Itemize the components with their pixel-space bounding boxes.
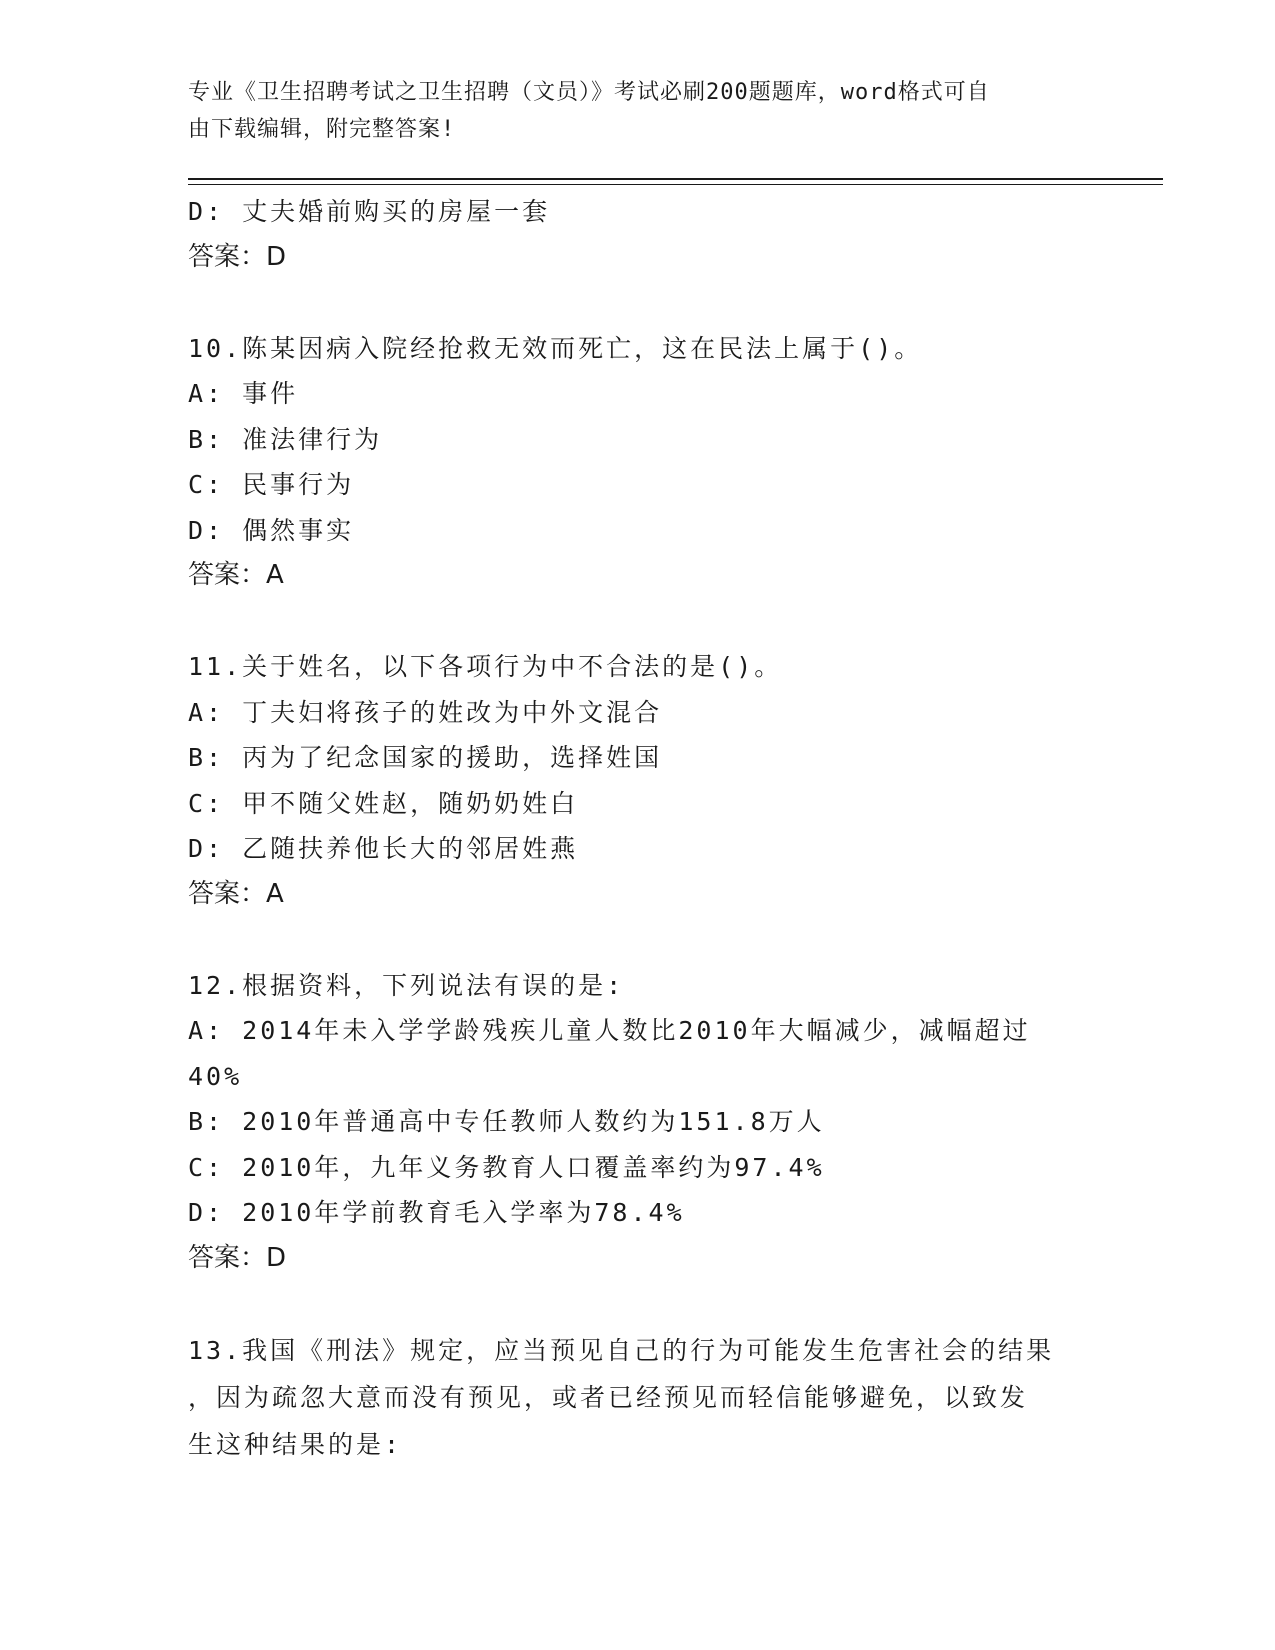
option-c: C: 2010年，九年义务教育人口覆盖率约为97.4%: [188, 1152, 825, 1182]
question-stem: 12.根据资料，下列说法有误的是:: [188, 970, 625, 1000]
option-b: B: 丙为了纪念国家的援助，选择姓国: [188, 743, 663, 772]
option-b: B: 准法律行为: [188, 424, 383, 454]
option-d: D: 乙随扶养他长大的邻居姓燕: [188, 834, 579, 863]
question-stem-line-2: ，因为疏忽大意而没有预见，或者已经预见而轻信能够避免，以致发: [188, 1382, 1029, 1412]
answer: 答案：D: [188, 1242, 287, 1273]
answer: 答案：A: [188, 878, 284, 909]
option-d: D: 2010年学前教育毛入学率为78.4%: [188, 1198, 685, 1227]
option-a-line-2: 40%: [188, 1061, 243, 1091]
question-stem: 11.关于姓名，以下各项行为中不合法的是()。: [188, 652, 783, 681]
header-divider-thin: [188, 184, 1163, 185]
option-a: A: 事件: [188, 379, 299, 408]
option-d: D: 偶然事实: [188, 515, 355, 545]
document-header: [188, 74, 1068, 148]
option-a-line-1: A: 2014年未入学学龄残疾儿童人数比2010年大幅减少，减幅超过: [188, 1016, 1031, 1045]
header-divider-thick: [188, 178, 1163, 180]
option-b: B: 2010年普通高中专任教师人数约为151.8万人: [188, 1107, 825, 1136]
option-c: C: 民事行为: [188, 470, 355, 499]
question-10: [188, 326, 1088, 599]
spacer: [188, 280, 1088, 326]
question-stem: 10.陈某因病入院经抢救无效而死亡，这在民法上属于()。: [188, 333, 923, 363]
question-11: [188, 644, 1088, 917]
answer: 答案：A: [188, 560, 284, 590]
header-line-2: 由下载编辑，附完整答案!: [188, 117, 456, 142]
prev-option-d: D: 丈夫婚前购买的房屋一套: [188, 197, 551, 226]
spacer: [188, 1281, 1088, 1327]
option-a: A: 丁夫妇将孩子的姓改为中外文混合: [188, 697, 663, 727]
spacer: [188, 917, 1088, 963]
question-stem-line-1: 13.我国《刑法》规定，应当预见自己的行为可能发生危害社会的结果: [188, 1335, 1055, 1365]
option-c: C: 甲不随父姓赵，随奶奶姓白: [188, 788, 579, 818]
spacer: [188, 599, 1088, 645]
prev-answer: 答案：D: [188, 241, 287, 272]
question-stem-line-3: 生这种结果的是:: [188, 1429, 403, 1459]
question-content: [188, 189, 1088, 1468]
question-12: [188, 963, 1088, 1282]
question-13: [188, 1327, 1088, 1468]
header-line-1: 专业《卫生招聘考试之卫生招聘（文员）》考试必刷200题题库，word格式可自: [188, 80, 990, 105]
